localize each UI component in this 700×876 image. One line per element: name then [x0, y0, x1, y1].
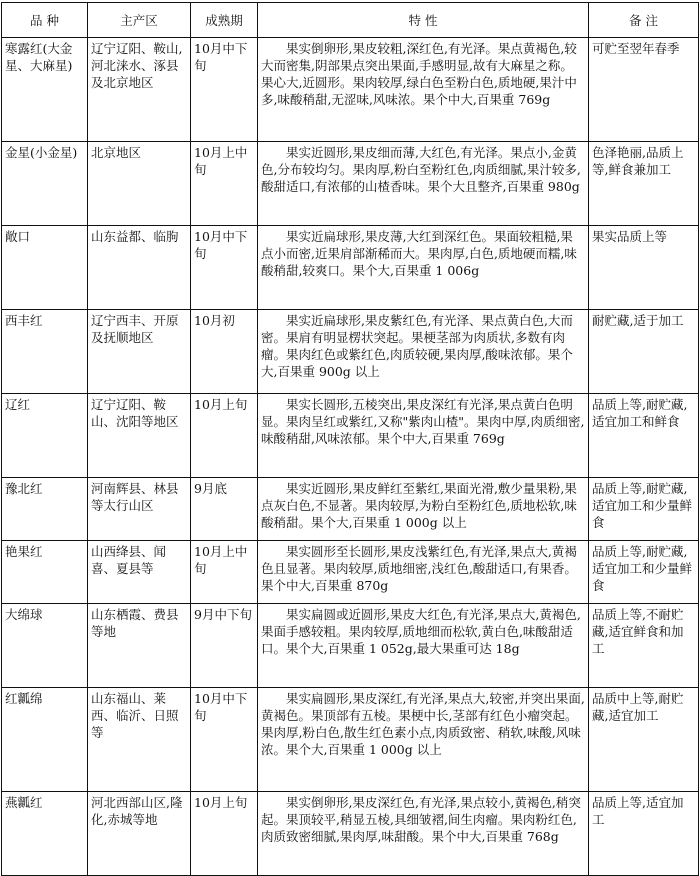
maturity-cell: 10月上中旬: [191, 142, 258, 226]
region-cell: 山东福山、莱西、临沂、日照等: [88, 688, 191, 792]
region-cell: 山东益都、临朐: [88, 226, 191, 310]
region-cell: 辽宁西丰、开原及抚顺地区: [88, 310, 191, 394]
notes-cell: 品质上等,耐贮藏,适宜加工和少量鲜食: [589, 541, 699, 604]
notes-cell: 果实品质上等: [589, 226, 699, 310]
variety-cell: 豫北红: [2, 478, 88, 541]
region-cell: 北京地区: [88, 142, 191, 226]
notes-cell: 品质上等,不耐贮藏,适宜鲜食和加工: [589, 604, 699, 688]
maturity-cell: 9月底: [191, 478, 258, 541]
hawthorn-varieties-table: [1, 2, 699, 876]
traits-cell: 果实近圆形,果皮鲜红至紫红,果面光滑,敷少量果粉,果点灰白色,不显著。果肉较厚,为粉白至粉红色,质地松软,味酸稍甜。果个大,百果重 1 000g 以上: [258, 478, 589, 541]
traits-cell: 果实倒卵形,果皮较粗,深红色,有光泽。果点黄褐色,较大而密集,阴部果点突出果面,手感明显,故有大麻星之称。果心大,近圆形。果肉较厚,绿白色至粉白色,质地硬,果汁中多,味酸稍甜,无涩味,风味浓。果个中大,百果重 769g: [258, 38, 589, 142]
traits-cell: 果实近扁球形,果皮紫红色,有光泽、果点黄白色,大而密。果肩有明显楞状突起。果梗茎部为肉质状,多数有肉瘤。果肉红色或紫红色,肉质较硬,果肉厚,酸味浓郁。果个大,百果重 900g 以上: [258, 310, 589, 394]
table-row: [2, 226, 699, 310]
traits-cell: 果实扁圆或近圆形,果皮大红色,有光泽,果点大,黄褐色,果面手感较粗。果肉较厚,质地细而松软,黄白色,味酸甜适口。果个大,百果重 1 052g,最大果重可达 18g: [258, 604, 589, 688]
notes-cell: 品质上等,耐贮藏,适宜加工和鲜食: [589, 394, 699, 478]
variety-cell: 大绵球: [2, 604, 88, 688]
region-cell: 山西绛县、闻喜、夏县等: [88, 541, 191, 604]
traits-cell: 果实圆形至长圆形,果皮浅紫红色,有光泽,果点大,黄褐色且显著。果肉较厚,质地细密,浅红色,酸甜适口,有果香。果个中大,百果重 870g: [258, 541, 589, 604]
variety-cell: 红瓤绵: [2, 688, 88, 792]
traits-cell: 果实近扁球形,果皮薄,大红到深红色。果面较粗糙,果点小而密,近果肩部渐稀而大。果肉厚,白色,质地硬而糯,味酸稍甜,较爽口。果个大,百果重 1 006g: [258, 226, 589, 310]
variety-cell: 艳果红: [2, 541, 88, 604]
variety-cell: 辽红: [2, 394, 88, 478]
notes-cell: 品质上等,耐贮藏,适宜加工和少量鲜食: [589, 478, 699, 541]
maturity-cell: 10月中下旬: [191, 688, 258, 792]
header-traits: 特 性: [258, 3, 589, 38]
maturity-cell: 10月上旬: [191, 394, 258, 478]
traits-cell: 果实倒卵形,果皮深红色,有光泽,果点较小,黄褐色,稍突起。果顶较平,稍显五棱,具细皱褶,间生肉瘤。果肉粉红色,肉质致密细腻,果肉厚,味甜酸。果个中大,百果重 768g: [258, 792, 589, 876]
variety-cell: 燕瓤红: [2, 792, 88, 876]
table-row: [2, 310, 699, 394]
variety-cell: 敞口: [2, 226, 88, 310]
maturity-cell: 10月中下旬: [191, 226, 258, 310]
table-row: [2, 394, 699, 478]
header-region: 主产区: [88, 3, 191, 38]
table-row: [2, 688, 699, 792]
region-cell: 辽宁辽阳、鞍山,河北涞水、涿县及北京地区: [88, 38, 191, 142]
traits-cell: 果实扁圆形,果皮深红,有光泽,果点大,较密,并突出果面,黄褐色。果顶部有五棱。果梗中长,茎部有红色小瘤突起。果肉厚,粉白色,散生红色素小点,肉质致密、稍软,味酸,风味浓。果个大,百果重 1 000g 以上: [258, 688, 589, 792]
maturity-cell: 10月上中旬: [191, 541, 258, 604]
table-row: [2, 604, 699, 688]
maturity-cell: 10月初: [191, 310, 258, 394]
table-row: [2, 792, 699, 876]
table-row: [2, 38, 699, 142]
variety-cell: 金星(小金星): [2, 142, 88, 226]
variety-cell: 寒露红(大金星、大麻星): [2, 38, 88, 142]
header-row: [2, 3, 699, 38]
notes-cell: 品质中上等,耐贮藏,适宜加工: [589, 688, 699, 792]
maturity-cell: 9月中下旬: [191, 604, 258, 688]
notes-cell: 可贮至翌年春季: [589, 38, 699, 142]
table-row: [2, 478, 699, 541]
variety-cell: 西丰红: [2, 310, 88, 394]
table-row: [2, 541, 699, 604]
region-cell: 山东栖霞、费县等地: [88, 604, 191, 688]
region-cell: 河北西部山区,隆化,赤城等地: [88, 792, 191, 876]
traits-cell: 果实长圆形,五棱突出,果皮深红有光泽,果点黄白色明显。果肉呈红或紫红,又称"紫肉山楂"。果肉中厚,肉质细密,味酸稍甜,风味浓郁。果个中大,百果重 769g: [258, 394, 589, 478]
maturity-cell: 10月上旬: [191, 792, 258, 876]
header-maturity: 成熟期: [191, 3, 258, 38]
notes-cell: 品质上等,适宜加工: [589, 792, 699, 876]
maturity-cell: 10月中下旬: [191, 38, 258, 142]
region-cell: 辽宁辽阳、鞍山、沈阳等地区: [88, 394, 191, 478]
notes-cell: 色泽艳丽,品质上等,鲜食兼加工: [589, 142, 699, 226]
traits-cell: 果实近圆形,果皮细而薄,大红色,有光泽。果点小,金黄色,分布较均匀。果肉厚,粉白至粉红色,肉质细腻,果汁较多,酸甜适口,有浓郁的山楂香味。果个大且整齐,百果重 980g: [258, 142, 589, 226]
table-row: [2, 142, 699, 226]
region-cell: 河南辉县、林县等太行山区: [88, 478, 191, 541]
header-notes: 备 注: [589, 3, 699, 38]
header-variety: 品 种: [2, 3, 88, 38]
notes-cell: 耐贮藏,适于加工: [589, 310, 699, 394]
